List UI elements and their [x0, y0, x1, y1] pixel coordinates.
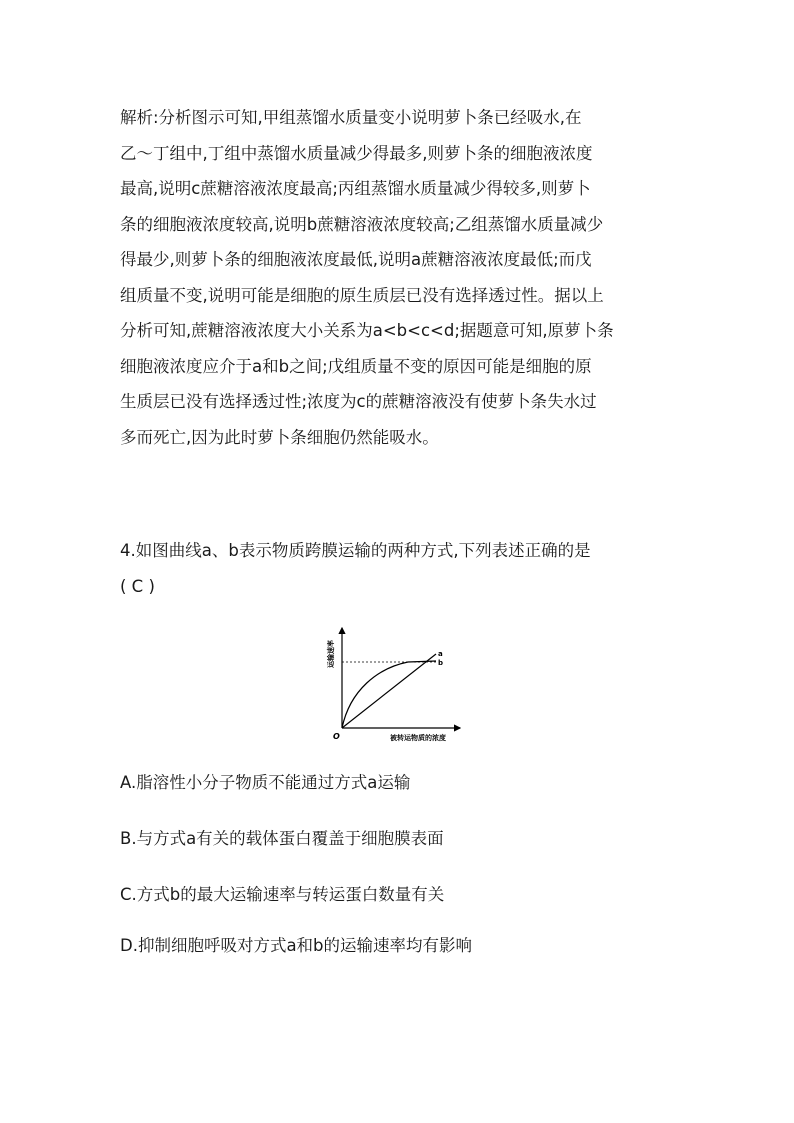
question-stem: 4.如图曲线a、b表示物质跨膜运输的两种方式,下列表述正确的是 — [120, 541, 591, 560]
analysis-line: 生质层已没有选择透过性;浓度为c的蔗糖溶液没有使萝卜条失水过 — [120, 392, 597, 411]
analysis-line: 得最少,则萝卜条的细胞液浓度最低,说明a蔗糖溶液浓度最低;而戊 — [120, 250, 592, 269]
option-a: A.脂溶性小分子物质不能通过方式a运输 — [120, 773, 411, 792]
curve-b-label: b — [438, 659, 444, 667]
x-axis-label: 被转运物质的浓度 — [390, 734, 446, 742]
option-c: C.方式b的最大运输速率与转运蛋白数量有关 — [120, 885, 445, 904]
analysis-line: 乙～丁组中,丁组中蒸馏水质量减少得最多,则萝卜条的细胞液浓度 — [120, 143, 593, 163]
option-d: D.抑制细胞呼吸对方式a和b的运输速率均有影响 — [120, 936, 473, 955]
analysis-line: 最高,说明c蔗糖溶液浓度最高;丙组蒸馏水质量减少得较多,则萝卜 — [120, 179, 591, 198]
analysis-line: 条的细胞液浓度较高,说明b蔗糖溶液浓度较高;乙组蒸馏水质量减少 — [120, 214, 604, 234]
option-b: B.与方式a有关的载体蛋白覆盖于细胞膜表面 — [120, 829, 444, 848]
analysis-line: 细胞液浓度应介于a和b之间;戊组质量不变的原因可能是细胞的原 — [120, 356, 592, 376]
analysis-line: 多而死亡,因为此时萝卜条细胞仍然能吸水。 — [120, 427, 439, 447]
y-axis-label: 运输速率 — [327, 640, 335, 668]
curve-a — [342, 654, 436, 728]
curve-a-label: a — [438, 650, 443, 658]
analysis-line: 分析可知,蔗糖溶液浓度大小关系为a<b<c<d;据题意可知,原萝卜条 — [120, 321, 614, 340]
analysis-paragraph — [120, 100, 680, 455]
curve-b — [342, 661, 436, 728]
answer-bracket: ( C ) — [120, 576, 155, 596]
transport-graph — [318, 620, 478, 745]
origin-label: O — [333, 732, 340, 741]
question-4 — [120, 533, 680, 604]
analysis-line: 组质量不变,说明可能是细胞的原生质层已没有选择透过性。据以上 — [120, 285, 604, 305]
analysis-line: 解析:分析图示可知,甲组蒸馏水质量变小说明萝卜条已经吸水,在 — [120, 108, 582, 127]
transport-rate-figure — [318, 620, 478, 745]
